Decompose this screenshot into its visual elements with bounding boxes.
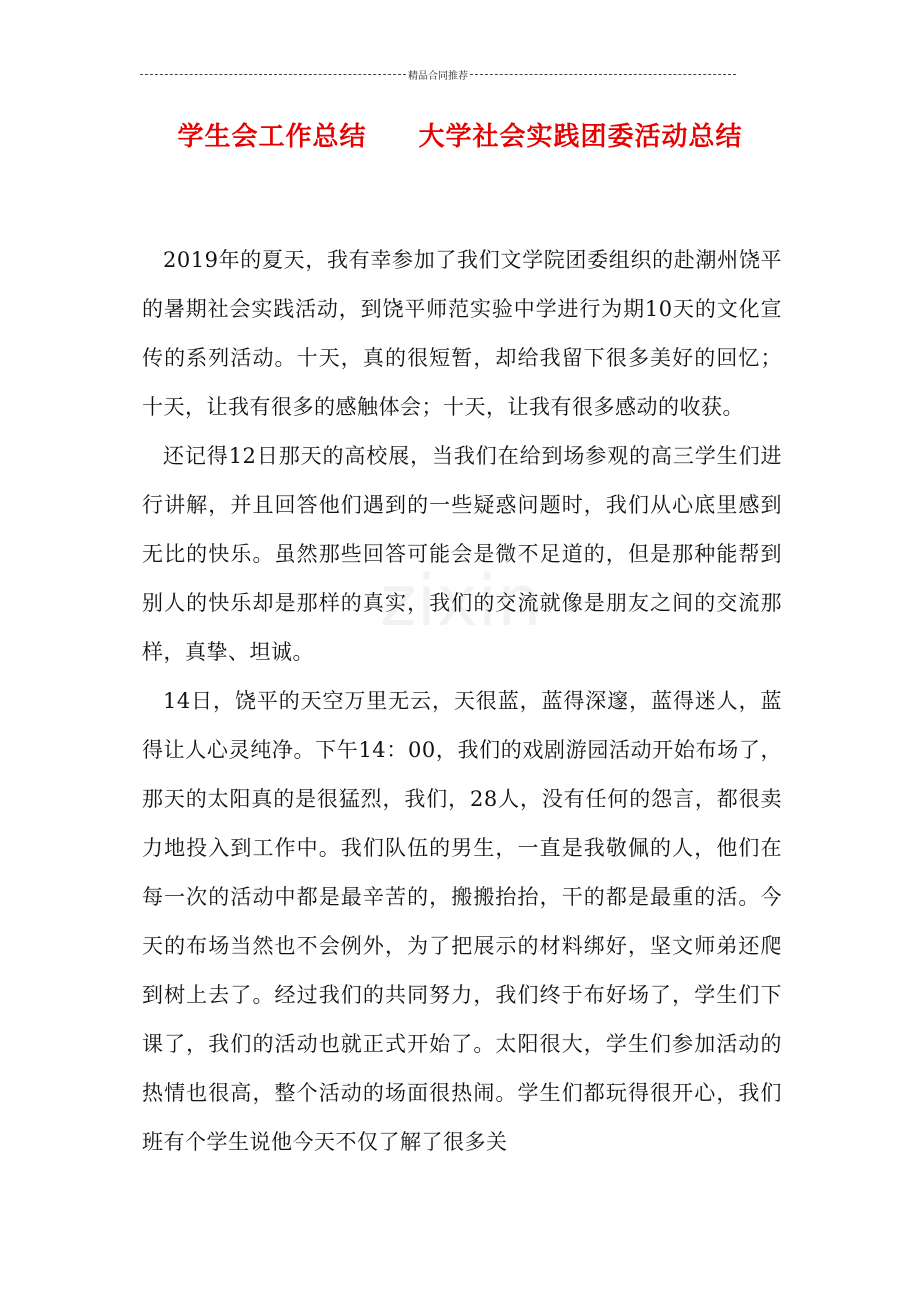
title-part-1: 学生会工作总结 xyxy=(177,122,367,152)
header-label: 精品合同推荐 xyxy=(408,70,468,82)
watermark: zixin xyxy=(380,560,542,642)
paragraph-3: 14日，饶平的天空万里无云，天很蓝，蓝得深邃，蓝得迷人，蓝得让人心灵纯净。下午14：00，我们的戏剧游园活动开始布场了，那天的太阳真的是很猛烈，我们，28人，没有任何的怨言，都很卖力地投入到工作中。我们队伍的男生，一直是我敬佩的人，他们在每一次的活动中都是最辛苦的，搬搬抬抬，干的都是最重的活。今天的布场当然也不会例外，为了把展示的材料绑好，坚文师弟还爬到树上去了。经过我们的共同努力，我们终于布好场了，学生们下课了，我们的活动也就正式开始了。太阳很大，学生们参加活动的热情也很高，整个活动的场面很热闹。学生们都玩得很开心，我们班有个学生说他今天不仅了解了很多关 xyxy=(142,689,782,1154)
header-rule xyxy=(140,66,736,82)
paragraph-1: 2019年的夏天，我有幸参加了我们文学院团委组织的赴潮州饶平的暑期社会实践活动，到饶平师范实验中学进行为期10天的文化宣传的系列活动。十天，真的很短暂，却给我留下很多美好的回忆；十天，让我有很多的感触体会；十天，让我有很多感动的收获。 xyxy=(142,248,782,419)
document-body xyxy=(142,236,782,1167)
title-part-2: 大学社会实践团委活动总结 xyxy=(418,122,743,152)
header-dash-right xyxy=(470,74,736,75)
page-title xyxy=(0,116,920,153)
paragraph-2: 还记得12日那天的高校展，当我们在给到场参观的高三学生们进行讲解，并且回答他们遇到的一些疑惑问题时，我们从心底里感到无比的快乐。虽然那些回答可能会是微不足道的，但是那种能帮到别人的快乐却是那样的真实，我们的交流就像是朋友之间的交流那样，真挚、坦诚。 xyxy=(142,444,782,664)
header-dash-left xyxy=(140,74,406,75)
